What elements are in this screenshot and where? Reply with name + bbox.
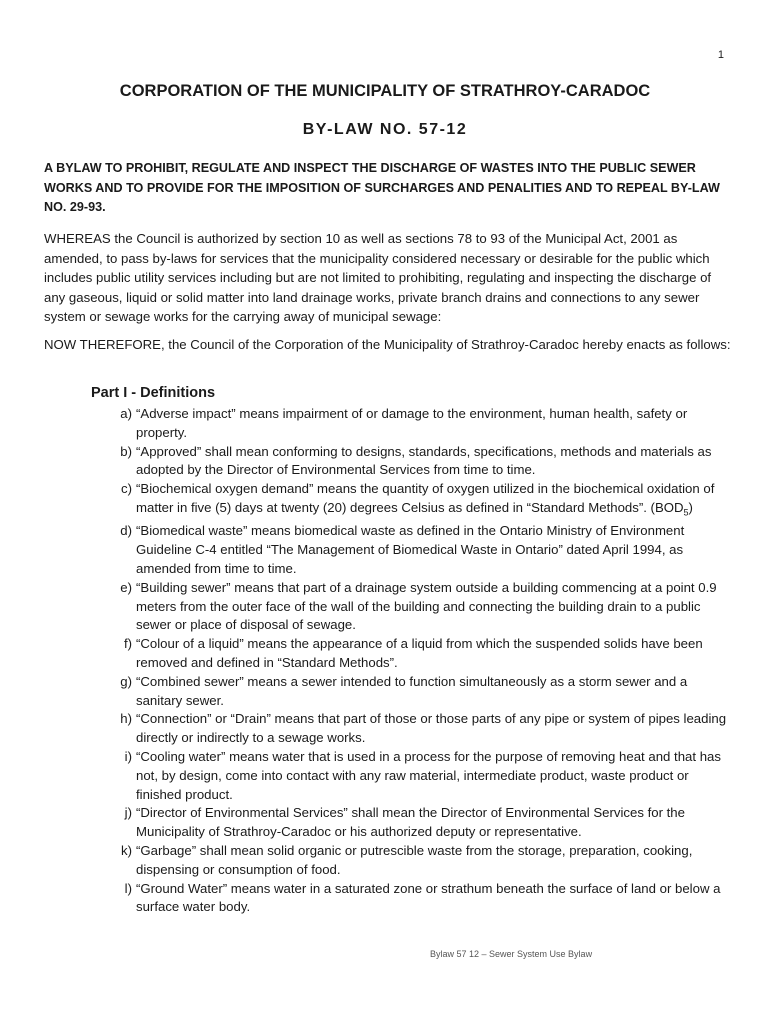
definition-item <box>0 635 770 673</box>
whereas-paragraph: WHEREAS the Council is authorized by section 10 as well as sections 78 to 93 of the Municipal Act, 2001 as amended, to pass by-laws for services that the municipality considered necessary or desirable for the public which includes public utility services including but are not limited to prohibiting, regulating and inspecting the discharge of any gaseous, liquid or solid matter into land drainage works, private branch drains and connections to any sewer system or sewage works for the carrying away of municipal sewage: <box>44 231 712 324</box>
definition-text: “Connection” or “Drain” means that part of those or those parts of any pipe or system of pipes leading directly or indirectly to a sewage works. <box>136 711 727 746</box>
definition-item <box>0 842 770 880</box>
page-number: 1 <box>717 49 724 61</box>
definition-text-end: ) <box>688 499 693 515</box>
definition-text: “Director of Environmental Services” shall mean the Director of Environmental Services for the Municipality of Strathroy-Caradoc or his authorized deputy or representative. <box>136 805 685 840</box>
definition-text-main: “Biochemical oxygen demand” means the quantity of oxygen utilized in the biochemical oxidation of matter in five (5) days at twenty (20) degrees Celsius as defined in “Standard Methods”. (BOD <box>136 481 715 515</box>
document-title: CORPORATION OF THE MUNICIPALITY OF STRATHROY-CARADOC <box>119 82 651 100</box>
definition-item <box>0 710 770 748</box>
definition-text: “Approved” shall mean conforming to designs, standards, specifications, methods and materials as adopted by the Director of Environmental Services from time to time. <box>136 443 712 478</box>
definition-text: “Building sewer” means that part of a drainage system outside a building commencing at a point 0.9 meters from the outer face of the wall of the building and connecting the building drain to a public sewer or place of disposal of sewage. <box>136 579 717 633</box>
definition-letter: d) <box>120 523 132 539</box>
definition-item <box>0 443 770 481</box>
bylaw-purpose: A BYLAW TO PROHIBIT, REGULATE AND INSPECT THE DISCHARGE OF WASTES INTO THE PUBLIC SEWER WORKS AND TO PROVIDE FOR THE IMPOSITION OF SURCHARGES AND PENALITIES AND TO REPEAL BY-LAW NO. 29-93. <box>44 161 720 214</box>
definition-letter: h) <box>120 711 132 727</box>
part-heading: Part I - Definitions <box>91 385 216 401</box>
definition-item <box>0 748 770 804</box>
definition-item <box>0 579 770 635</box>
definition-text: “Ground Water” means water in a saturated zone or strathum beneath the surface of land or below a surface water body. <box>136 880 721 915</box>
page-footer: Bylaw 57 12 – Sewer System Use Bylaw <box>430 949 593 959</box>
definition-text: “Colour of a liquid” means the appearance of a liquid from which the suspended solids have been removed and defined in “Standard Methods”. <box>136 636 703 670</box>
definition-letter: c) <box>121 481 132 497</box>
definitions-list <box>0 405 770 917</box>
definition-text: “Cooling water” means water that is used in a process for the purpose of removing heat and that has not, by design, come into contact with any raw material, intermediate product, waste product or finished product. <box>136 748 721 802</box>
definition-text: “Adverse impact” means impairment of or damage to the environment, human health, safety or property. <box>136 406 688 440</box>
definition-text: “Garbage” shall mean solid organic or putrescible waste from the storage, preparation, cooking, dispensing or consumption of food. <box>136 842 693 877</box>
definition-item <box>0 880 770 918</box>
definition-item <box>0 405 770 443</box>
now-therefore-paragraph: NOW THEREFORE, the Council of the Corporation of the Municipality of Strathroy-Caradoc hereby enacts as follows: <box>44 337 731 352</box>
definition-text: “Combined sewer” means a sewer intended to function simultaneously as a storm sewer and a sanitary sewer. <box>136 673 688 708</box>
definition-letter: g) <box>120 673 132 689</box>
definition-letter: k) <box>121 842 132 858</box>
definition-subscript: 5 <box>683 507 689 518</box>
definition-letter: j) <box>124 805 132 821</box>
definition-item <box>0 522 770 578</box>
definition-letter: b) <box>120 443 132 459</box>
definition-letter: a) <box>120 406 132 421</box>
definition-letter: e) <box>120 579 132 595</box>
definition-text <box>136 480 728 522</box>
definition-item <box>0 804 770 842</box>
definition-letter: f) <box>123 636 132 652</box>
definition-text: “Biomedical waste” means biomedical waste as defined in the Ontario Ministry of Environment Guideline C-4 entitled “The Management of Biomedical Waste in Ontario” dated April 1994, as amended from time to time. <box>136 523 685 577</box>
definition-item <box>0 480 770 522</box>
bylaw-number: BY-LAW NO. 57-12 <box>302 121 468 138</box>
definition-item <box>0 673 770 711</box>
definition-letter: i) <box>124 748 132 764</box>
definition-letter: l) <box>124 880 132 896</box>
